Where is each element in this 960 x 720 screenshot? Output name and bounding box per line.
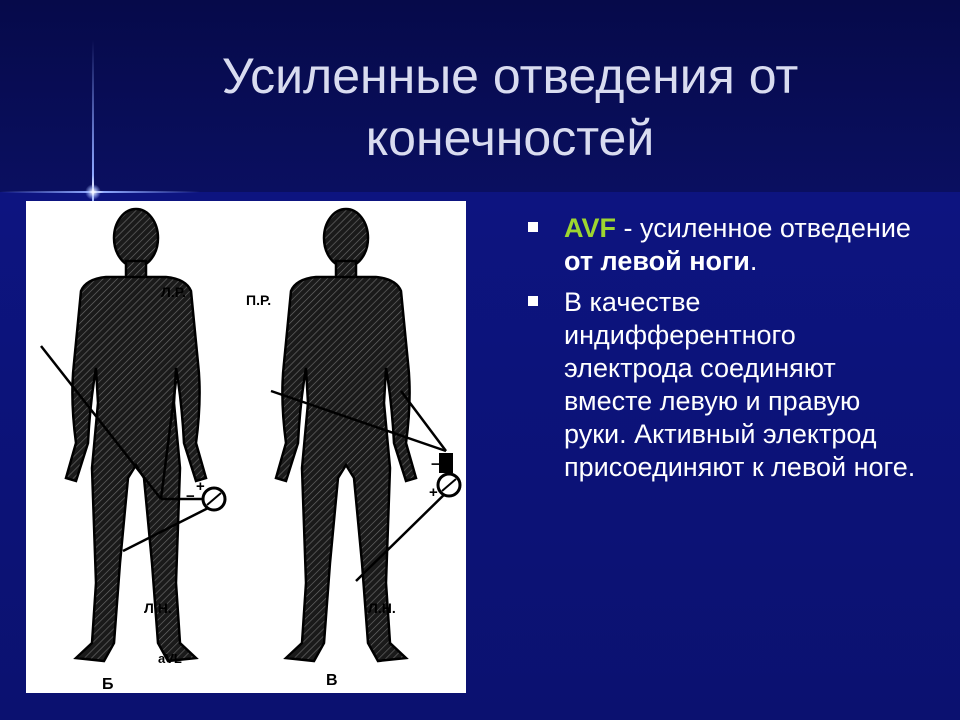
slide-title-line-1: Усиленные отведения от <box>221 48 799 104</box>
label-right-arm: П.Р. <box>246 292 272 308</box>
slide-title-line-2: конечностей <box>365 110 655 166</box>
bullet-item <box>528 286 928 484</box>
label-left-leg-b: Л.Н. <box>144 600 172 616</box>
label-left-leg-v: Л.Н. <box>368 600 396 616</box>
electrode-icon <box>439 453 453 473</box>
minus-sign-left: − <box>186 488 195 505</box>
plus-sign-left: + <box>196 478 205 495</box>
label-left-arm: Л.Р. <box>161 284 186 300</box>
bullet-text: В качестве индифферентного электрода соединяют вместе левую и правую руки. Активный электрод присоединяют к левой ноге. <box>564 287 916 482</box>
bullet-text: - усиленное отведение <box>616 213 911 243</box>
left-figure <box>66 209 206 661</box>
bullet-square-icon <box>528 296 538 306</box>
body-diagram <box>26 201 466 693</box>
ecg-lead-illustration <box>26 201 466 693</box>
bullet-list <box>528 212 928 492</box>
panel-label-v: В <box>326 672 338 689</box>
label-avl: aVL <box>158 651 182 666</box>
panel-label-b: Б <box>102 676 114 693</box>
right-figure <box>276 209 416 661</box>
bullet-text-bold: от левой ноги <box>564 246 750 276</box>
lead-name: AVF <box>564 213 616 243</box>
plus-sign-right: + <box>429 484 438 501</box>
sparkle-icon <box>85 184 101 200</box>
bullet-square-icon <box>528 222 538 232</box>
slide-title <box>120 45 900 169</box>
bullet-item <box>528 212 928 278</box>
minus-sign-right: − <box>431 456 440 473</box>
bullet-text-end: . <box>749 246 758 276</box>
